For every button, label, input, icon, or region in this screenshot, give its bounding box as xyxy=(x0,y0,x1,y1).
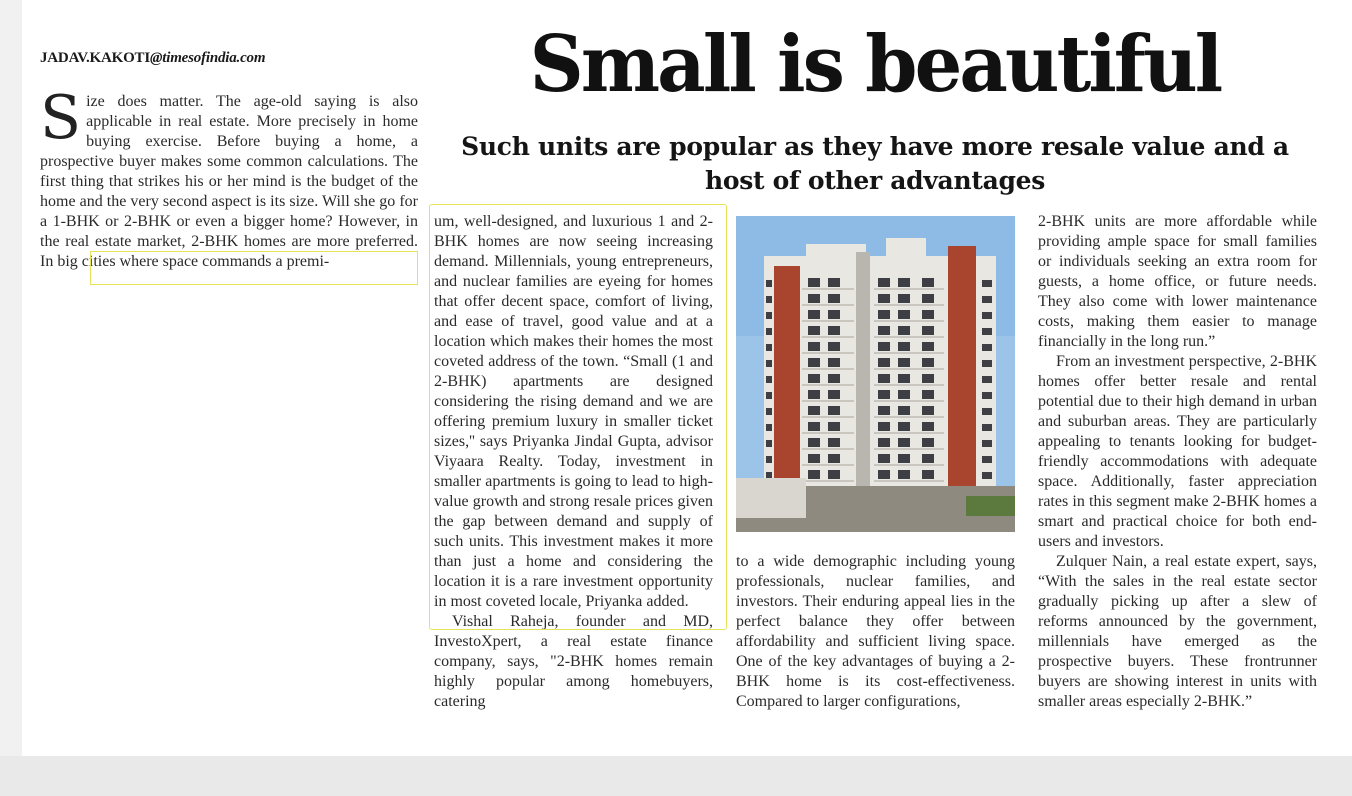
window xyxy=(878,406,890,415)
balcony-slab xyxy=(874,352,944,354)
window xyxy=(982,392,992,399)
brick-column-left xyxy=(774,266,800,492)
window xyxy=(982,408,992,415)
window xyxy=(898,422,910,431)
window xyxy=(982,296,992,303)
window xyxy=(922,342,934,351)
window xyxy=(898,326,910,335)
window xyxy=(878,278,890,287)
window xyxy=(766,344,772,351)
col4-paragraph-3: Zulquer Nain, a real estate expert, says, “With the sales in the real estate sector gradually picking up after a slew of reforms announced by the government, millennials have emerged as the prospective buyers. These frontrunner buyers are showing interest in units with smaller areas especially 2-BHK.” xyxy=(1038,553,1317,710)
window xyxy=(766,328,772,335)
balcony-slab xyxy=(874,320,944,322)
window xyxy=(808,406,820,415)
window xyxy=(766,296,772,303)
window xyxy=(922,438,934,447)
window xyxy=(878,326,890,335)
window xyxy=(828,358,840,367)
window xyxy=(828,294,840,303)
balcony-slab xyxy=(802,304,854,306)
window xyxy=(982,360,992,367)
balcony-slab xyxy=(874,368,944,370)
balcony-slab xyxy=(802,400,854,402)
balcony-slab xyxy=(874,464,944,466)
balcony-slab xyxy=(874,448,944,450)
window xyxy=(808,390,820,399)
window xyxy=(898,294,910,303)
window xyxy=(878,454,890,463)
window xyxy=(878,294,890,303)
balcony-slab xyxy=(874,432,944,434)
window xyxy=(808,454,820,463)
col1-paragraph: ize does matter. The age-old saying is also applicable in real estate. More precisely in home buying exercise. Before buying a home, a prospective buyer makes some common calculations. The first thing that strikes his or her mind is the budget of the home and the very second aspect is its size. Will she go for a 1-BHK or 2-BHK or even a bigger home? However, in the real estate market, 2-BHK homes are more preferred. In big cities where space commands a premi- xyxy=(40,93,418,270)
window xyxy=(898,438,910,447)
window xyxy=(878,358,890,367)
window xyxy=(898,390,910,399)
window xyxy=(828,310,840,319)
col4-paragraph-2: From an investment perspective, 2-BHK homes offer better resale and rental potential due to their high demand in urban and suburban areas. They are particularly appealing to tenants looking for budget-friendly accommodations with adequate space. Additionally, faster appreciation rates in this segment make 2-BHK homes a smart and practical choice for both end-users and investors. xyxy=(1038,353,1317,550)
shrubs xyxy=(966,496,1015,516)
window xyxy=(922,294,934,303)
window xyxy=(922,422,934,431)
article-column-3 xyxy=(736,552,1015,712)
col2-paragraph-2: Vishal Raheja, founder and MD, InvestoXpert, a real estate finance company, says, "2-BHK homes remain highly popular among homebuyers, catering xyxy=(434,613,713,710)
window xyxy=(808,438,820,447)
balcony-slab xyxy=(802,384,854,386)
balcony-slab xyxy=(874,336,944,338)
balcony-slab xyxy=(874,288,944,290)
window xyxy=(922,310,934,319)
window xyxy=(766,360,772,367)
window xyxy=(922,358,934,367)
balcony-slab xyxy=(802,368,854,370)
window xyxy=(898,454,910,463)
balcony-slab xyxy=(802,464,854,466)
window xyxy=(878,310,890,319)
window xyxy=(898,470,910,479)
window xyxy=(898,310,910,319)
window xyxy=(878,470,890,479)
window xyxy=(828,406,840,415)
balcony-slab xyxy=(802,416,854,418)
headline: Small is beautiful xyxy=(529,19,1221,110)
window xyxy=(808,358,820,367)
window xyxy=(878,374,890,383)
window xyxy=(828,326,840,335)
col3-paragraph: to a wide demographic including young professionals, nuclear families, and investors. Their enduring appeal lies in the perfect balance they offer between affordability and sufficient living space. One of the key advantages of buying a 2-BHK home is its cost-effectiveness. Compared to larger configurations, xyxy=(736,553,1015,710)
article-column-2 xyxy=(434,212,713,712)
window xyxy=(808,278,820,287)
window xyxy=(898,278,910,287)
balcony-slab xyxy=(802,432,854,434)
window xyxy=(982,456,992,463)
window xyxy=(828,390,840,399)
window xyxy=(808,470,820,479)
window xyxy=(808,374,820,383)
window xyxy=(828,342,840,351)
window xyxy=(808,422,820,431)
window xyxy=(982,440,992,447)
brick-column-right xyxy=(948,246,976,492)
window xyxy=(982,376,992,383)
central-shaft xyxy=(856,252,870,492)
window xyxy=(922,406,934,415)
window xyxy=(922,326,934,335)
window xyxy=(766,392,772,399)
rooftop-structure xyxy=(886,238,926,258)
window xyxy=(766,456,772,463)
window xyxy=(766,424,772,431)
window xyxy=(878,342,890,351)
window xyxy=(982,280,992,287)
balcony-slab xyxy=(874,384,944,386)
window xyxy=(828,374,840,383)
window xyxy=(982,344,992,351)
window xyxy=(922,374,934,383)
window xyxy=(878,438,890,447)
balcony-slab xyxy=(874,304,944,306)
byline-name: JADAV.KAKOTI xyxy=(40,50,150,66)
window xyxy=(878,390,890,399)
balcony-slab xyxy=(802,448,854,450)
window xyxy=(922,278,934,287)
window xyxy=(828,454,840,463)
window xyxy=(808,294,820,303)
window xyxy=(922,390,934,399)
balcony-slab xyxy=(874,416,944,418)
window xyxy=(898,406,910,415)
window xyxy=(898,374,910,383)
window xyxy=(766,376,772,383)
window xyxy=(808,310,820,319)
balcony-slab xyxy=(802,480,854,482)
apartment-building-photo xyxy=(736,216,1015,532)
col4-paragraph-1: 2-BHK units are more affordable while providing ample space for small families or individuals seeking an extra room for guests, a home office, or future needs. They also come with lower maintenance costs, making them easier to manage financially in the long run.” xyxy=(1038,213,1317,350)
byline-email: @timesofindia.com xyxy=(150,50,266,66)
window xyxy=(766,280,772,287)
article-column-1 xyxy=(40,83,418,272)
window xyxy=(828,422,840,431)
window xyxy=(766,408,772,415)
window xyxy=(766,472,772,479)
window xyxy=(828,278,840,287)
window xyxy=(982,312,992,319)
balcony-slab xyxy=(802,288,854,290)
col2-paragraph-1: um, well-designed, and luxurious 1 and 2-BHK homes are now seeing increasing demand. Millennials, young entrepreneurs, and nuclear families are eyeing for homes that offer decent space, comfort of living, and ease of travel, good value and at a location which makes their homes the most coveted address of the town. “Small (1 and 2-BHK) apartments are designed considering the rising demand and we are offering premium luxury in smaller ticket sizes,'' says Priyanka Jindal Gupta, advisor Viyaara Realty. Today, investment in smaller apartments is going to lead to high-value growth and strong resale prices given the gap between demand and supply of such units. This investment makes it more than just a home and considering the location it is a rare investment opportunity in most coveted locale, Priyanka added. xyxy=(434,213,713,610)
boundary-wall xyxy=(736,478,806,518)
window xyxy=(828,438,840,447)
window xyxy=(808,326,820,335)
window xyxy=(982,424,992,431)
window xyxy=(898,342,910,351)
window xyxy=(982,472,992,479)
window xyxy=(922,470,934,479)
article-column-4 xyxy=(1038,212,1317,712)
byline xyxy=(40,50,265,67)
balcony-slab xyxy=(874,400,944,402)
balcony-slab xyxy=(802,352,854,354)
window xyxy=(766,312,772,319)
window xyxy=(898,358,910,367)
window xyxy=(808,342,820,351)
window xyxy=(828,470,840,479)
balcony-slab xyxy=(802,320,854,322)
window xyxy=(766,440,772,447)
page-bottom-margin xyxy=(0,756,1352,796)
subheadline: Such units are popular as they have more resale value and a host of other advantages xyxy=(461,132,1289,195)
balcony-slab xyxy=(874,480,944,482)
building-illustration xyxy=(736,216,1015,532)
balcony-slab xyxy=(802,336,854,338)
window xyxy=(922,454,934,463)
drop-cap: S xyxy=(40,83,82,153)
window xyxy=(878,422,890,431)
window xyxy=(982,328,992,335)
